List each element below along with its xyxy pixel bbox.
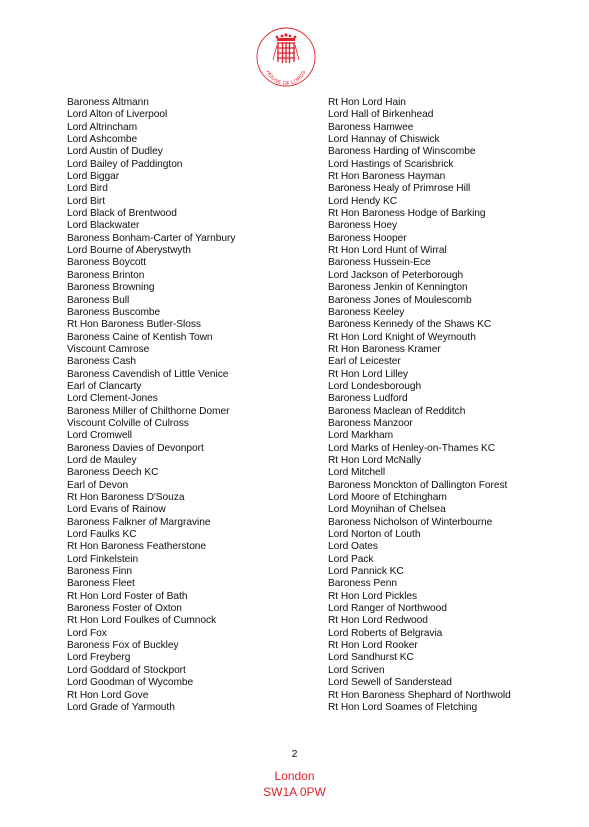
member-name: Baroness Fox of Buckley: [67, 640, 179, 652]
member-name: Baroness Cash: [67, 356, 137, 368]
member-name: Baroness Ludford: [328, 393, 408, 405]
member-name: Baroness Hooper: [328, 232, 407, 244]
member-name: Lord Markham: [328, 430, 394, 442]
logo-text: HOUSE OF LORDS: [264, 69, 308, 88]
member-name: Baroness Falkner of Margravine: [67, 516, 211, 528]
member-name: Lord Austin of Dudley: [67, 146, 163, 158]
member-name: Rt Hon Lord Gove: [67, 689, 149, 701]
member-name: Lord Birt: [67, 195, 106, 207]
member-name: Lord Bailey of Paddington: [67, 158, 183, 170]
member-name: Baroness Maclean of Redditch: [328, 405, 466, 417]
member-name: Lord Clement-Jones: [67, 393, 158, 405]
member-name: Lord Moore of Etchingham: [328, 492, 447, 503]
member-name: Viscount Colville of Culross: [67, 417, 189, 429]
member-name: Lord Roberts of Belgravia: [328, 627, 443, 639]
member-name: Baroness Davies of Devonport: [67, 442, 204, 454]
member-name: Lord Finkelstein: [67, 553, 139, 565]
member-name: Baroness Brinton: [67, 269, 145, 281]
member-name: Lord Alton of Liverpool: [67, 109, 168, 121]
member-name: Lord Hannay of Chiswick: [328, 134, 440, 146]
member-name: Lord Hastings of Scarisbrick: [328, 158, 454, 170]
member-name: Rt Hon Lord McNally: [328, 454, 422, 466]
member-name: Earl of Leicester: [328, 356, 401, 368]
member-name: Lord de Mauley: [67, 454, 137, 466]
member-name: Rt Hon Baroness D'Souza: [67, 492, 185, 503]
member-name: Lord Norton of Louth: [328, 529, 421, 541]
member-name: Baroness Monckton of Dallington Forest: [328, 479, 508, 491]
member-name: Rt Hon Lord Foster of Bath: [67, 590, 188, 602]
member-name: Rt Hon Lord Hain: [328, 97, 406, 108]
member-name: Baroness Caine of Kentish Town: [67, 331, 213, 343]
member-name: Baroness Nicholson of Winterbourne: [328, 516, 493, 528]
member-name: Lord Jackson of Peterborough: [328, 269, 464, 281]
member-name: Viscount Camrose: [67, 343, 150, 355]
member-name: Lord Hall of Birkenhead: [328, 109, 434, 121]
member-name: Lord Goddard of Stockport: [67, 664, 186, 676]
member-name: Lord Oates: [328, 541, 378, 553]
member-name: Baroness Bonham-Carter of Yarnbury: [67, 232, 236, 244]
member-name: Baroness Miller of Chilthorne Domer: [67, 405, 230, 417]
member-name: Lord Fox: [67, 627, 107, 639]
member-name: Rt Hon Lord Soames of Fletching: [328, 701, 478, 713]
member-name: Baroness Altmann: [67, 97, 149, 108]
member-name: Lord Londesborough: [328, 380, 422, 392]
member-name: Baroness Foster of Oxton: [67, 603, 182, 615]
member-name: Baroness Buscombe: [67, 306, 161, 318]
member-name: Baroness Hamwee: [328, 121, 414, 133]
member-name: Lord Ranger of Northwood: [328, 603, 447, 615]
member-name: Baroness Hoey: [328, 220, 398, 232]
member-name: Lord Faulks KC: [67, 529, 137, 541]
member-name: Lord Blackwater: [67, 220, 140, 232]
member-name: Lord Marks of Henley-on-Thames KC: [328, 442, 496, 454]
member-name: Lord Altrincham: [67, 121, 138, 133]
member-name: Rt Hon Lord Knight of Weymouth: [328, 331, 476, 343]
member-name: Lord Grade of Yarmouth: [67, 701, 175, 713]
member-name: Lord Bourne of Aberystwyth: [67, 245, 191, 257]
member-name: Baroness Fleet: [67, 578, 135, 590]
member-name: Lord Goodman of Wycombe: [67, 677, 194, 689]
svg-text:HOUSE OF LORDS: [264, 69, 307, 87]
member-name: Baroness Manzoor: [328, 417, 413, 429]
page-number: 2: [291, 748, 298, 760]
member-name: Lord Pack: [328, 553, 374, 565]
member-name: Rt Hon Lord Pickles: [328, 590, 418, 602]
member-name: Rt Hon Baroness Featherstone: [67, 541, 207, 553]
member-name: Rt Hon Lord Rooker: [328, 640, 418, 652]
member-list-right-column: [328, 97, 548, 714]
member-name: Rt Hon Baroness Hayman: [328, 171, 446, 183]
member-name: Earl of Clancarty: [67, 380, 142, 392]
member-name: Rt Hon Lord Redwood: [328, 615, 428, 627]
member-name: Lord Hendy KC: [328, 195, 398, 207]
member-name: Lord Pannick KC: [328, 566, 404, 578]
member-name: Baroness Bull: [67, 294, 130, 306]
member-name: Rt Hon Lord Hunt of Wirral: [328, 245, 447, 257]
member-name: Baroness Cavendish of Little Venice: [67, 368, 229, 380]
member-name: Earl of Devon: [67, 479, 129, 491]
member-name: Lord Biggar: [67, 171, 120, 183]
member-name: Rt Hon Baroness Hodge of Barking: [328, 208, 486, 220]
member-name: Lord Scriven: [328, 664, 385, 676]
member-name: Rt Hon Baroness Shephard of Northwold: [328, 689, 511, 701]
member-name: Rt Hon Lord Foulkes of Cumnock: [67, 615, 217, 627]
member-name: Baroness Kennedy of the Shaws KC: [328, 319, 492, 331]
member-name: Baroness Jenkin of Kennington: [328, 282, 468, 294]
member-name: Lord Sewell of Sanderstead: [328, 677, 452, 689]
address-city: London: [274, 769, 315, 783]
member-name: Baroness Jones of Moulescomb: [328, 294, 472, 306]
member-name: Baroness Healy of Primrose Hill: [328, 183, 471, 195]
member-name: Baroness Boycott: [67, 257, 147, 269]
member-name: Lord Evans of Rainow: [67, 504, 166, 516]
member-list-left-column: [67, 97, 322, 714]
member-name: Lord Mitchell: [328, 467, 386, 479]
member-name: Baroness Harding of Winscombe: [328, 146, 476, 158]
address-postcode: SW1A 0PW: [263, 785, 326, 799]
house-of-lords-logo: [253, 26, 319, 88]
member-name: Lord Cromwell: [67, 430, 133, 442]
member-name: Lord Bird: [67, 183, 108, 195]
portcullis-icon: [253, 26, 319, 88]
member-name: Rt Hon Baroness Butler-Sloss: [67, 319, 201, 331]
member-name: Rt Hon Lord Lilley: [328, 368, 409, 380]
member-name: Baroness Keeley: [328, 306, 405, 318]
member-name: Rt Hon Baroness Kramer: [328, 343, 441, 355]
member-name: Lord Freyberg: [67, 652, 131, 664]
member-name: Lord Ashcombe: [67, 134, 138, 146]
member-name: Baroness Finn: [67, 566, 133, 578]
member-name: Baroness Browning: [67, 282, 155, 294]
member-name: Baroness Deech KC: [67, 467, 159, 479]
member-name: Lord Moynihan of Chelsea: [328, 504, 446, 516]
member-name: Baroness Penn: [328, 578, 398, 590]
member-name: Baroness Hussein-Ece: [328, 257, 431, 269]
member-name: Lord Black of Brentwood: [67, 208, 177, 220]
member-name: Lord Sandhurst KC: [328, 652, 414, 664]
